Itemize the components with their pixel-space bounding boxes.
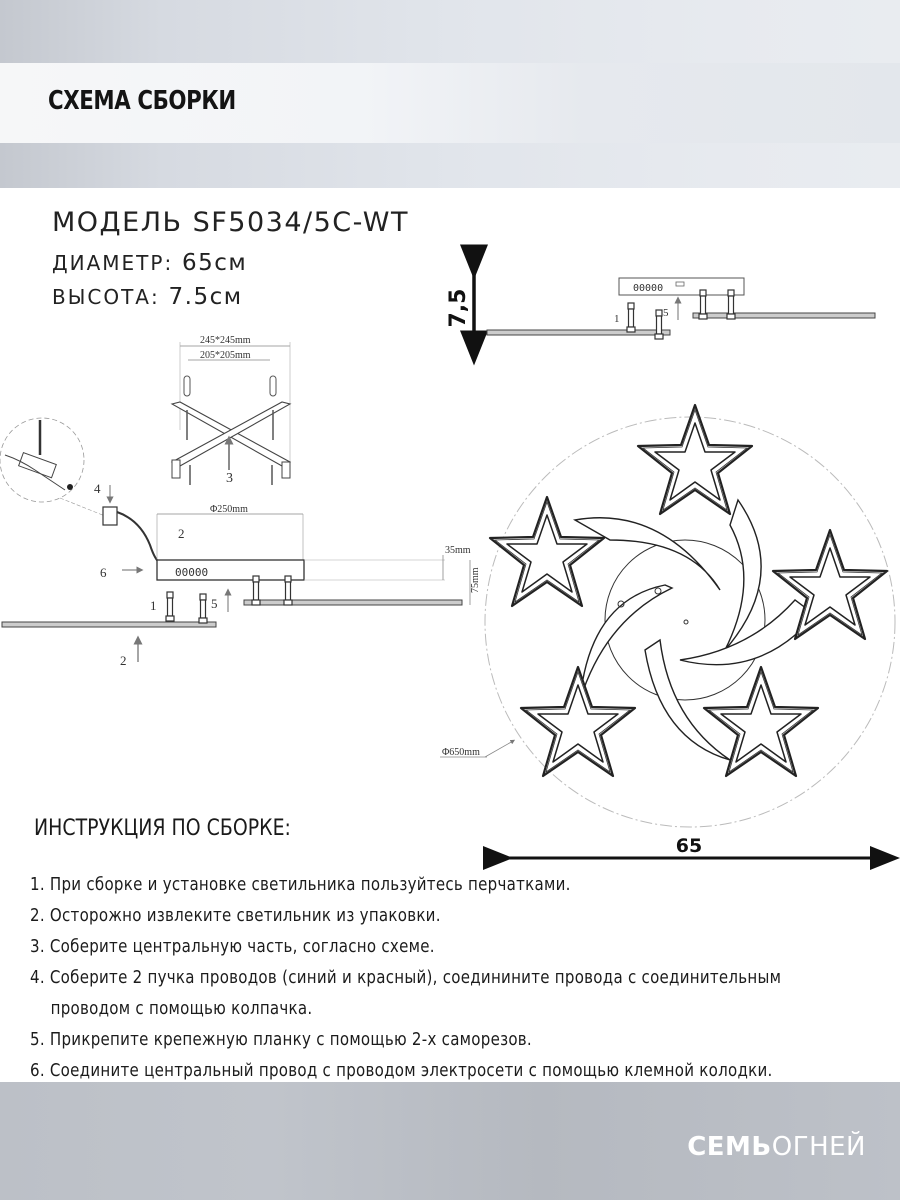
side-step-5: 5 (663, 307, 669, 319)
base-box-marking: 00000 (175, 566, 209, 579)
diameter-value: 65см (182, 250, 248, 276)
instruction-item: 1. При сборке и установке светильника пользуйтесь перчатками. (30, 875, 571, 895)
model-name: МОДЕЛЬ SF5034/5C-WT (52, 207, 409, 238)
brand-logo (687, 1132, 866, 1162)
side-plate-left (487, 330, 670, 335)
instruction-item: 5. Прикрепите крепежную планку с помощью 2-х саморезов. (30, 1030, 532, 1050)
instructions-title: ИНСТРУКЦИЯ ПО СБОРКЕ: (34, 816, 291, 841)
height-label: ВЫСОТА: (52, 285, 160, 309)
width-dimension-label: 65 (675, 835, 703, 857)
bracket-inner-dimension: 205*205mm (200, 350, 251, 361)
mounting-bracket-view (172, 335, 290, 486)
star-bottom-right (704, 667, 818, 776)
wiring-detail (0, 418, 160, 580)
step-5-label: 5 (211, 596, 218, 611)
base-height-label: 35mm (445, 545, 471, 556)
step-1-label: 1 (150, 598, 157, 613)
top-view (440, 405, 895, 858)
step-2-top-label: 2 (178, 526, 185, 541)
brand-bold: СЕМЬ (687, 1132, 772, 1162)
star-left (490, 497, 604, 606)
side-plate-right (693, 313, 875, 318)
instruction-item: 6. Соедините центральный провод с проводом электросети с помощью клемной колодки. (30, 1061, 773, 1081)
step-2-bottom-label: 2 (120, 653, 127, 668)
side-box-marking: 00000 (633, 283, 664, 294)
instruction-item (30, 963, 782, 1025)
star-bottom-left (521, 667, 635, 776)
instructions-list (30, 870, 900, 1087)
height-value: 7.5см (168, 284, 243, 310)
outer-diameter-label: Φ650mm (442, 747, 480, 758)
instruction-item: 2. Осторожно извлеките светильник из упаковки. (30, 906, 441, 926)
base-diameter-label: Φ250mm (210, 504, 248, 515)
plate-left (2, 622, 216, 627)
instruction-item: 3. Соберите центральную часть, согласно схеме. (30, 937, 435, 957)
height-dimension-label: 7,5 (446, 288, 471, 328)
bracket-outer-dimension: 245*245mm (200, 335, 251, 346)
total-height-label: 75mm (470, 567, 481, 593)
instruction-item-text: 4. Соберите 2 пучка проводов (синий и красный), соединините провода с соединительным (30, 968, 782, 988)
diameter-label: ДИАМЕТР: (52, 251, 174, 275)
step-4-label: 4 (94, 481, 101, 496)
page-title: СХЕМА СБОРКИ (48, 86, 236, 116)
base-side-view (2, 504, 481, 668)
brand-light: ОГНЕЙ (771, 1132, 866, 1162)
star-top (638, 405, 752, 514)
step-3-label: 3 (226, 471, 233, 486)
instruction-item-continuation: проводом с помощью колпачка. (50, 999, 313, 1019)
side-view (446, 262, 875, 348)
side-step-1: 1 (614, 313, 620, 325)
step-6-label: 6 (100, 565, 107, 580)
